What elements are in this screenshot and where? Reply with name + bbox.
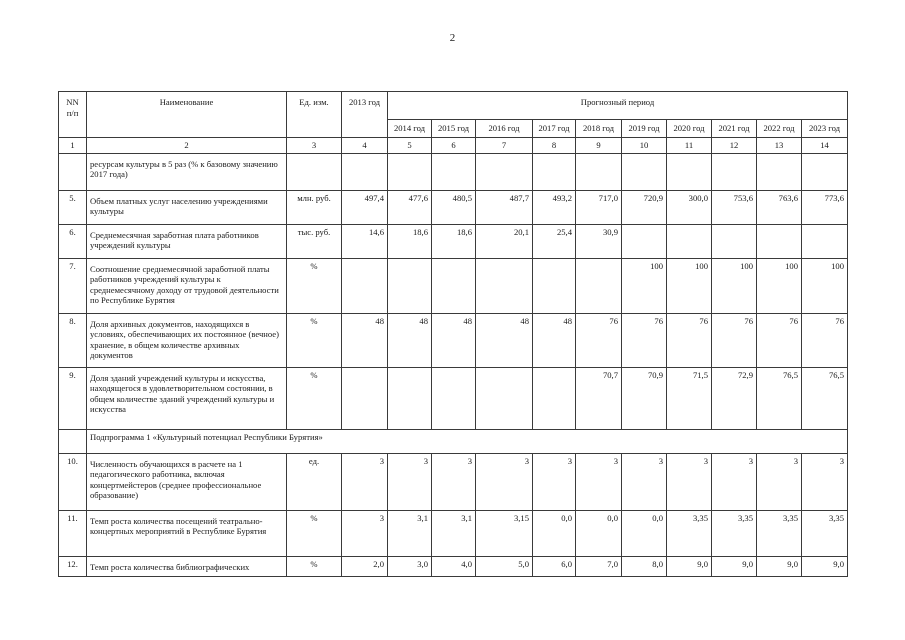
row-value: 70,7 xyxy=(576,367,622,429)
row-unit: млн. руб. xyxy=(287,190,342,224)
row-value xyxy=(432,258,476,313)
row-value: 76 xyxy=(757,313,802,367)
row-value: 48 xyxy=(388,313,432,367)
row-value: 100 xyxy=(712,258,757,313)
row-value: 100 xyxy=(757,258,802,313)
row-value xyxy=(622,224,667,258)
column-number: 11 xyxy=(667,138,712,154)
row-value: 3,0 xyxy=(388,556,432,576)
row-value: 76,5 xyxy=(757,367,802,429)
row-value xyxy=(342,367,388,429)
row-name: Доля архивных документов, находящихся в условиях, обеспечивающих их постоянное (вечное) хранение, в общем количестве архивных документов xyxy=(87,313,287,367)
row-unit: % xyxy=(287,313,342,367)
row-number: 7. xyxy=(59,258,87,313)
row-value: 300,0 xyxy=(667,190,712,224)
subprogram-spacer xyxy=(59,429,87,453)
row-value: 3,35 xyxy=(757,510,802,556)
row-value xyxy=(476,367,533,429)
subprogram-row xyxy=(59,429,848,453)
row-value xyxy=(533,153,576,190)
column-number: 9 xyxy=(576,138,622,154)
column-number: 5 xyxy=(388,138,432,154)
row-value: 100 xyxy=(667,258,712,313)
row-number: 8. xyxy=(59,313,87,367)
column-number: 7 xyxy=(476,138,533,154)
header-row xyxy=(59,92,848,120)
column-number: 8 xyxy=(533,138,576,154)
header-year: 2014 год xyxy=(388,120,432,138)
row-value xyxy=(342,258,388,313)
table-row xyxy=(59,190,848,224)
row-name: Численность обучающихся в расчете на 1 педагогического работника, включая концертмейстеров (среднее профессиональное образование) xyxy=(87,453,287,510)
row-value: 763,6 xyxy=(757,190,802,224)
row-value xyxy=(388,153,432,190)
header-nn: NN п/п xyxy=(59,92,87,138)
row-name: Среднемесячная заработная плата работников учреждений культуры xyxy=(87,224,287,258)
row-number: 9. xyxy=(59,367,87,429)
row-number: 12. xyxy=(59,556,87,576)
row-value: 18,6 xyxy=(432,224,476,258)
row-value: 0,0 xyxy=(622,510,667,556)
row-value: 48 xyxy=(432,313,476,367)
column-number: 1 xyxy=(59,138,87,154)
row-value: 48 xyxy=(476,313,533,367)
column-number: 13 xyxy=(757,138,802,154)
header-year: 2021 год xyxy=(712,120,757,138)
row-value: 3,15 xyxy=(476,510,533,556)
row-value xyxy=(576,258,622,313)
row-value: 30,9 xyxy=(576,224,622,258)
row-value: 2,0 xyxy=(342,556,388,576)
row-value: 76 xyxy=(712,313,757,367)
header-year: 2018 год xyxy=(576,120,622,138)
row-value xyxy=(712,153,757,190)
row-value: 487,7 xyxy=(476,190,533,224)
header-year: 2020 год xyxy=(667,120,712,138)
row-name: ресурсам культуры в 5 раз (% к базовому значению 2017 года) xyxy=(87,153,287,190)
row-value: 48 xyxy=(342,313,388,367)
row-value: 3 xyxy=(622,453,667,510)
table-body xyxy=(59,92,848,577)
row-value xyxy=(802,224,848,258)
row-value xyxy=(476,153,533,190)
header-base-year: 2013 год xyxy=(342,92,388,138)
row-value: 3 xyxy=(712,453,757,510)
row-name: Темп роста количества посещений театрально-концертных мероприятий в Республике Бурятия xyxy=(87,510,287,556)
row-number: 5. xyxy=(59,190,87,224)
row-value xyxy=(802,153,848,190)
row-value: 76 xyxy=(576,313,622,367)
row-value: 497,4 xyxy=(342,190,388,224)
row-value: 6,0 xyxy=(533,556,576,576)
row-unit xyxy=(287,153,342,190)
row-name: Темп роста количества библиографических xyxy=(87,556,287,576)
row-value: 3 xyxy=(432,453,476,510)
column-numbers-row xyxy=(59,138,848,154)
row-value xyxy=(342,153,388,190)
header-name: Наименование xyxy=(87,92,287,138)
row-number: 11. xyxy=(59,510,87,556)
column-number: 4 xyxy=(342,138,388,154)
row-number: 6. xyxy=(59,224,87,258)
row-value: 72,9 xyxy=(712,367,757,429)
row-value: 0,0 xyxy=(533,510,576,556)
row-value: 3,1 xyxy=(388,510,432,556)
column-number: 10 xyxy=(622,138,667,154)
row-name: Соотношение среднемесячной заработной платы работников учреждений культуры к среднемесячному доходу от трудовой деятельности по Республике Бурятия xyxy=(87,258,287,313)
row-value: 480,5 xyxy=(432,190,476,224)
table-row xyxy=(59,367,848,429)
row-value: 76,5 xyxy=(802,367,848,429)
row-value: 5,0 xyxy=(476,556,533,576)
row-value xyxy=(476,258,533,313)
header-year: 2019 год xyxy=(622,120,667,138)
row-value: 100 xyxy=(622,258,667,313)
row-value: 76 xyxy=(802,313,848,367)
row-value: 9,0 xyxy=(802,556,848,576)
row-number xyxy=(59,153,87,190)
row-value: 3 xyxy=(342,453,388,510)
row-value: 3 xyxy=(533,453,576,510)
row-value: 3 xyxy=(576,453,622,510)
row-value: 7,0 xyxy=(576,556,622,576)
row-value: 9,0 xyxy=(667,556,712,576)
table-row xyxy=(59,153,848,190)
header-year: 2017 год xyxy=(533,120,576,138)
row-value xyxy=(622,153,667,190)
indicators-table xyxy=(58,91,848,577)
column-number: 6 xyxy=(432,138,476,154)
row-unit: % xyxy=(287,258,342,313)
column-number: 3 xyxy=(287,138,342,154)
row-value xyxy=(388,258,432,313)
row-value: 3,35 xyxy=(712,510,757,556)
row-value: 493,2 xyxy=(533,190,576,224)
row-value: 753,6 xyxy=(712,190,757,224)
row-number: 10. xyxy=(59,453,87,510)
row-value xyxy=(432,153,476,190)
table-row xyxy=(59,510,848,556)
row-value: 773,6 xyxy=(802,190,848,224)
row-value: 3 xyxy=(388,453,432,510)
row-value: 100 xyxy=(802,258,848,313)
row-value: 8,0 xyxy=(622,556,667,576)
row-value: 3 xyxy=(342,510,388,556)
row-value: 70,9 xyxy=(622,367,667,429)
row-value: 3,1 xyxy=(432,510,476,556)
table-row xyxy=(59,556,848,576)
row-value: 9,0 xyxy=(712,556,757,576)
column-number: 14 xyxy=(802,138,848,154)
header-year: 2015 год xyxy=(432,120,476,138)
page-number: 2 xyxy=(449,32,456,44)
header-unit: Ед. изм. xyxy=(287,92,342,138)
row-value: 3,35 xyxy=(802,510,848,556)
row-value: 25,4 xyxy=(533,224,576,258)
row-unit: % xyxy=(287,556,342,576)
row-value: 0,0 xyxy=(576,510,622,556)
header-forecast: Прогнозный период xyxy=(388,92,848,120)
row-value: 720,9 xyxy=(622,190,667,224)
row-value xyxy=(388,367,432,429)
row-value: 477,6 xyxy=(388,190,432,224)
row-value: 3 xyxy=(802,453,848,510)
row-value xyxy=(667,153,712,190)
row-unit: % xyxy=(287,367,342,429)
row-value: 20,1 xyxy=(476,224,533,258)
table-row xyxy=(59,313,848,367)
row-unit: ед. xyxy=(287,453,342,510)
header-year: 2022 год xyxy=(757,120,802,138)
row-value xyxy=(757,153,802,190)
subprogram-title: Подпрограмма 1 «Культурный потенциал Республики Бурятия» xyxy=(87,429,848,453)
row-value xyxy=(667,224,712,258)
row-name: Объем платных услуг населению учреждениями культуры xyxy=(87,190,287,224)
row-value: 48 xyxy=(533,313,576,367)
row-value: 76 xyxy=(622,313,667,367)
header-year: 2016 год xyxy=(476,120,533,138)
row-value: 18,6 xyxy=(388,224,432,258)
row-value: 4,0 xyxy=(432,556,476,576)
column-number: 12 xyxy=(712,138,757,154)
row-value: 3,35 xyxy=(667,510,712,556)
row-value xyxy=(533,258,576,313)
table-row xyxy=(59,258,848,313)
row-value: 3 xyxy=(476,453,533,510)
row-value xyxy=(576,153,622,190)
row-value xyxy=(757,224,802,258)
row-value: 717,0 xyxy=(576,190,622,224)
row-value: 3 xyxy=(667,453,712,510)
row-value xyxy=(432,367,476,429)
row-value: 14,6 xyxy=(342,224,388,258)
row-value: 76 xyxy=(667,313,712,367)
row-value xyxy=(712,224,757,258)
row-value: 3 xyxy=(757,453,802,510)
table-row xyxy=(59,224,848,258)
row-value: 9,0 xyxy=(757,556,802,576)
column-number: 2 xyxy=(87,138,287,154)
row-value xyxy=(533,367,576,429)
row-unit: % xyxy=(287,510,342,556)
row-name: Доля зданий учреждений культуры и искусства, находящегося в удовлетворительном состоянии, в общем количестве зданий учреждений культуры и искусства xyxy=(87,367,287,429)
row-value: 71,5 xyxy=(667,367,712,429)
row-unit: тыс. руб. xyxy=(287,224,342,258)
table-row xyxy=(59,453,848,510)
header-year: 2023 год xyxy=(802,120,848,138)
